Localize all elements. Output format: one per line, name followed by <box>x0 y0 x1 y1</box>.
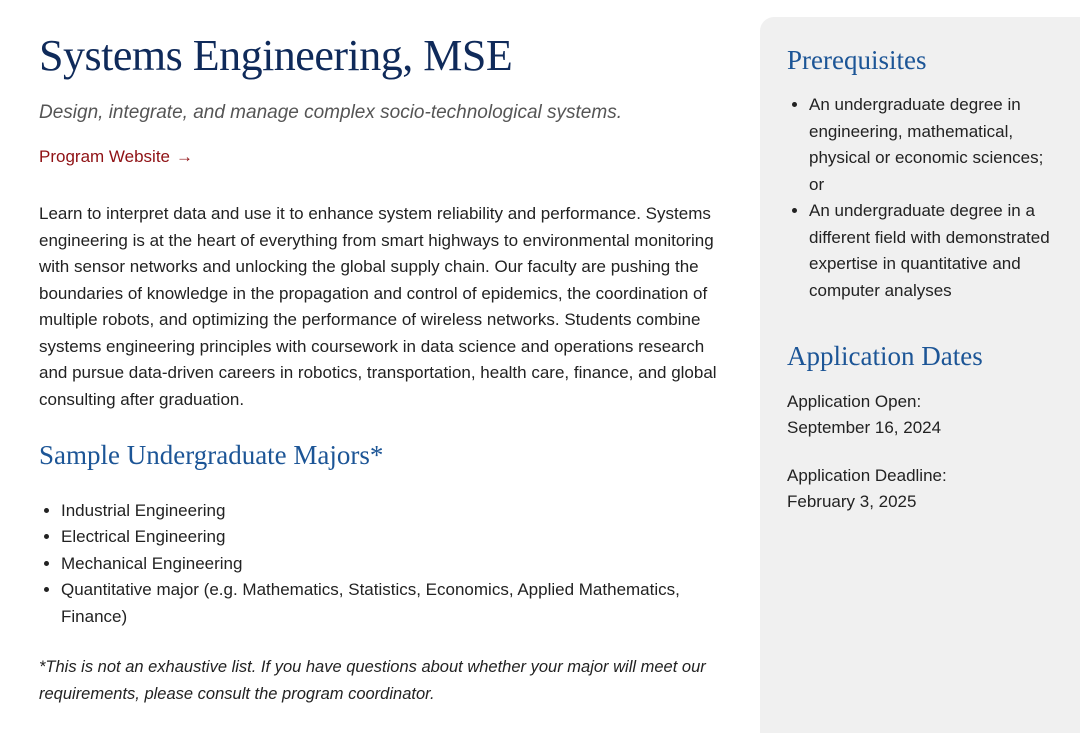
main-content <box>39 30 729 707</box>
application-open <box>787 389 1080 442</box>
list-item: • Mechanical Engineering <box>61 551 729 578</box>
application-deadline-date: February 3, 2025 <box>787 492 917 512</box>
majors-footnote: *This is not an exhaustive list. If you have questions about whether your major will meet our requirements, please consult the program coordinator. <box>39 658 706 703</box>
majors-list <box>39 498 729 631</box>
application-open-date: September 16, 2024 <box>787 418 942 438</box>
program-tagline: Design, integrate, and manage complex socio-technological systems. <box>39 101 622 123</box>
application-deadline-label: Application Deadline: <box>787 465 947 485</box>
prerequisites-list <box>787 92 1059 304</box>
page-title: Systems Engineering, MSE <box>39 31 513 80</box>
prerequisites-heading: Prerequisites <box>787 45 927 75</box>
list-item: • Electrical Engineering <box>61 524 729 551</box>
list-item: • Industrial Engineering <box>61 498 729 525</box>
list-item: • Quantitative major (e.g. Mathematics, Statistics, Economics, Applied Mathematics, Finance) <box>61 577 729 630</box>
list-item: • An undergraduate degree in engineering, mathematical, physical or economic sciences; or <box>809 92 1059 198</box>
sidebar <box>760 17 1080 733</box>
application-open-label: Application Open: <box>787 391 922 411</box>
application-dates-heading: Application Dates <box>787 341 983 372</box>
program-website-link-label: Program Website <box>39 147 171 167</box>
list-item: • An undergraduate degree in a different field with demonstrated expertise in quantitative and computer analyses <box>809 198 1059 304</box>
program-description: Learn to interpret data and use it to enhance system reliability and performance. Systems engineering is at the heart of everything from smart highways to environmental monitoring with sensor networks and unlocking the global supply chain. Our faculty are pushing the boundaries of knowledge in the propagation and control of epidemics, the coordination of multiple robots, and optimizing the performance of wireless networks. Students combine systems engineering principles with coursework in data science and operations research and pursue data-driven careers in robotics, transportation, health care, finance, and global consulting after graduation. <box>39 204 717 409</box>
application-deadline <box>787 463 1080 516</box>
program-website-link[interactable] <box>39 147 193 167</box>
majors-heading: Sample Undergraduate Majors* <box>39 440 384 471</box>
arrow-right-icon: → <box>176 147 194 167</box>
